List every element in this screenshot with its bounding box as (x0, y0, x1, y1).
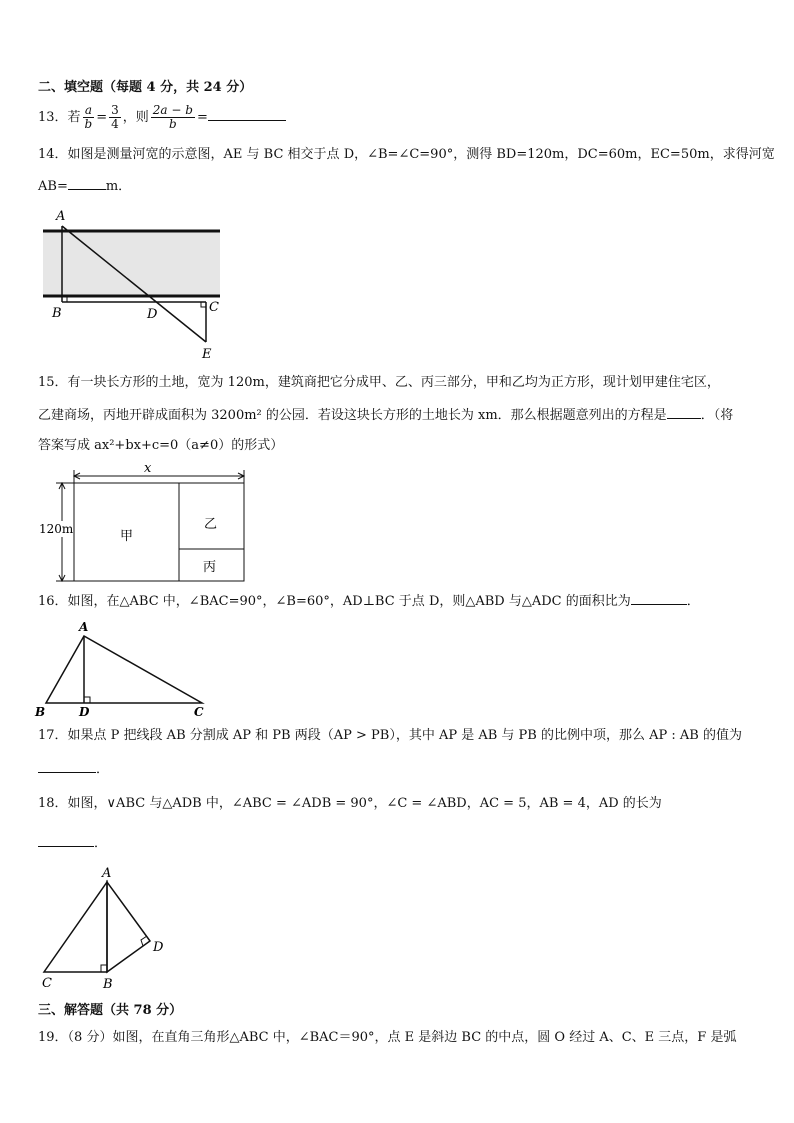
question-18-line1: 18．如图，∨ABC 与△ADB 中，∠ABC = ∠ADB = 90°，∠C = ∠ABD，AC = 5，AB = 4，AD 的长为 (38, 796, 662, 811)
label-c: C (42, 976, 52, 991)
q14-unit: m． (105, 179, 132, 194)
label-jia: 甲 (120, 529, 134, 544)
q13-then: ，则 (122, 110, 149, 125)
q13-frac2-denominator: 4 (111, 117, 119, 131)
label-c: C (194, 705, 204, 719)
label-d: D (153, 940, 164, 955)
label-a: A (102, 866, 112, 881)
label-a: A (56, 209, 66, 224)
triangle-adb (107, 882, 150, 972)
label-x: x (144, 461, 152, 476)
q13-frac1-numerator: a (83, 104, 95, 118)
question-17-line1: 17．如果点 P 把线段 AB 分割成 AP 和 PB 两段（AP > PB），其中 AP 是 AB 与 PB 的比例中项，那么 AP : AB 的值为 (38, 728, 742, 743)
right-angle-b (101, 965, 107, 972)
label-e: E (202, 347, 212, 362)
section-title-answer: 三、解答题（共 78 分） (38, 1003, 183, 1018)
q13-prefix: 13．若 (38, 110, 81, 125)
label-yi: 乙 (204, 517, 218, 532)
q13-frac3-denominator: b (169, 117, 177, 131)
q16-text: 16．如图，在△ABC 中，∠BAC=90°，∠B=60°，AD⊥BC 于点 D，则△ABD 与△ADC 的面积比为 (38, 594, 631, 609)
label-d: D (147, 307, 158, 322)
q13-equals: = (96, 110, 108, 125)
q13-frac2-numerator: 3 (111, 103, 119, 117)
question-19-line1: 19．（8 分）如图，在直角三角形△ABC 中，∠BAC＝90°，点 E 是斜边 BC 的中点，圆 O 经过 A、C、E 三点，F 是弧 (38, 1030, 737, 1045)
q13-frac1-denominator: b (84, 117, 93, 131)
section-title-fill-in: 二、填空题（每题 4 分，共 24 分） (38, 80, 253, 95)
q15-line2-suffix: ．（将 (700, 408, 734, 423)
label-c: C (209, 300, 219, 315)
question-15-line3: 答案写成 ax²+bx+c=0（a≠0）的形式） (38, 438, 284, 453)
question-14-line1: 14．如图是测量河宽的示意图，AE 与 BC 相交于点 D，∠B=∠C=90°，测得 BD=120m，DC=60m，EC=50m，求得河宽 (38, 147, 775, 162)
q14-ab-label: AB= (38, 179, 68, 194)
q17-suffix: ． (96, 762, 110, 777)
q18-suffix: ． (94, 836, 108, 851)
label-d: D (79, 705, 90, 719)
label-width: 120m (39, 522, 74, 536)
q16-suffix: ． (686, 594, 700, 609)
label-b: B (35, 705, 46, 719)
label-bing: 丙 (203, 560, 217, 575)
q15-line2-text: 乙建商场，丙地开辟成面积为 3200m² 的公园．若设这块长方形的土地长为 xm．那么根据题意列出的方程是 (38, 408, 667, 423)
q13-end: = (196, 110, 208, 125)
question-15-line1: 15．有一块长方形的土地，宽为 120m，建筑商把它分成甲、乙、丙三部分，甲和乙均为正方形，现计划甲建住宅区， (38, 375, 720, 390)
label-b: B (103, 977, 113, 992)
q13-frac3-numerator: 2a − b (152, 103, 193, 117)
label-a: A (79, 620, 89, 634)
label-b: B (52, 306, 62, 321)
triangle-abc (44, 882, 107, 972)
